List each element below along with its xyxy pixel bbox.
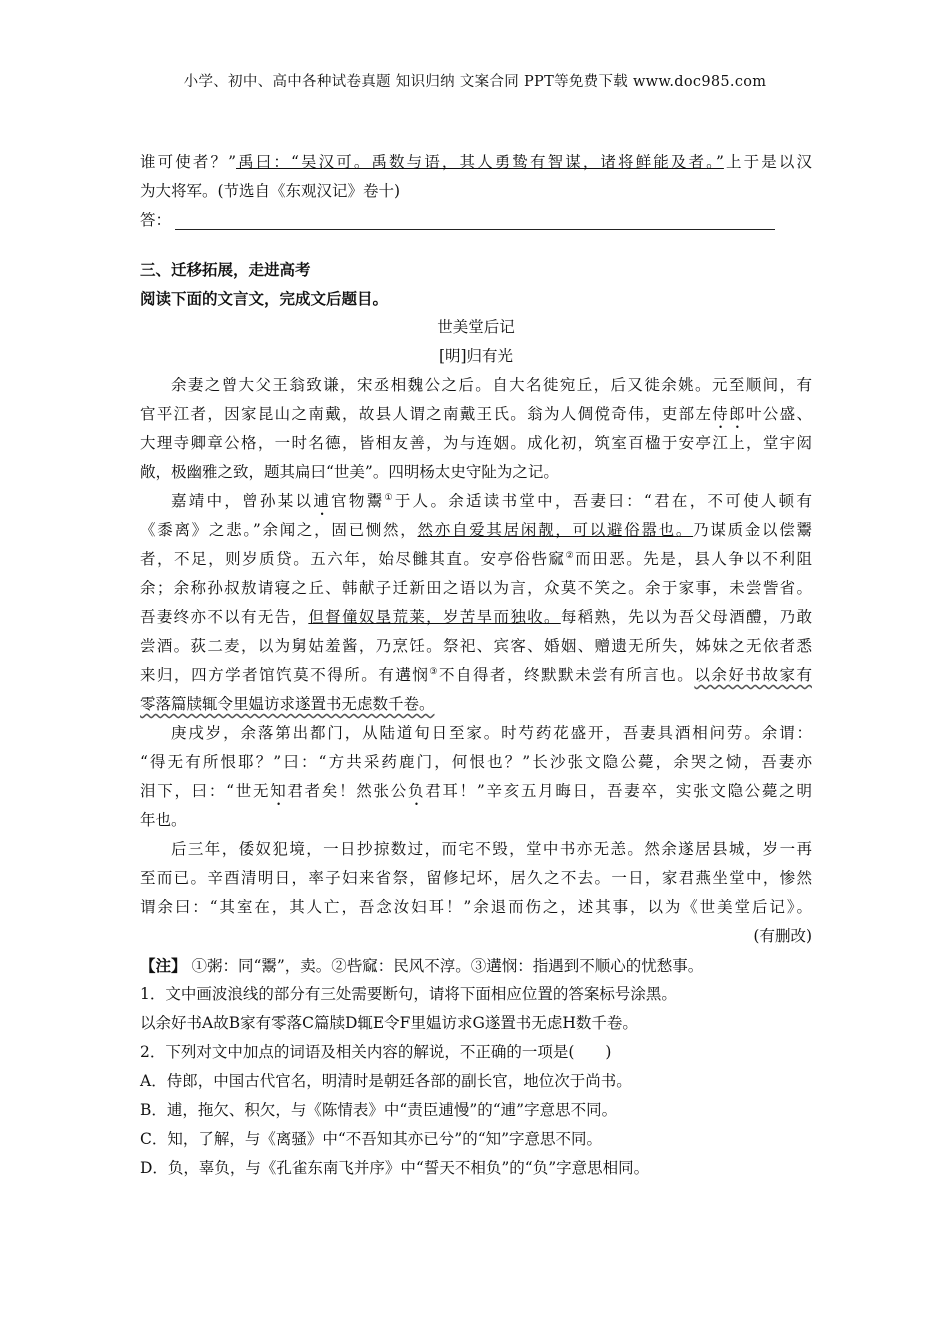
passage-line: 尝酒。荻二麦，以为舅姑羞酱，乃烹饪。祭祀、宾客、婚姻、赠遗无所失，姊妹之无依者悉 [140, 637, 812, 655]
section-instruction: 阅读下面的文言文，完成文后题目。 [140, 289, 389, 308]
text-run: 于人。余适读书堂中，吾妻曰：“君在，不可使人顿有 [394, 492, 812, 510]
notes-text: ①粥：同“鬻”，卖。②呰窳：民风不淳。③遘悯：指遇到不顺心的忧愁事。 [191, 957, 704, 975]
text-run: 来归，四方学者馆饩莫不得所。有遘悯 [140, 666, 430, 684]
answer-label: 答： [140, 211, 172, 229]
edited-note: (有删改) [753, 927, 812, 945]
dotted-word-zhi: 知 [270, 782, 288, 800]
footnote-marker: ① [384, 492, 395, 503]
question-2-stem: 2．下列对文中加点的词语及相关内容的解说，不正确的一项是( ) [140, 1043, 612, 1061]
text-run: 嘉靖中，曾孙某以 [171, 492, 314, 510]
question-1-stem: 1．文中画波浪线的部分有三处需要断句，请将下面相应位置的答案标号涂黑。 [140, 985, 677, 1003]
text-run: 泪下，曰：“世无 [140, 782, 271, 800]
text-run: 君耳！”辛亥五月晦日，吾妻卒，实张文隐公薨之明 [425, 782, 812, 800]
passage-line [140, 661, 812, 690]
text-run: 而田恶。先是，县人争以不利阻 [575, 550, 812, 568]
carry-text-a: 谁可使者？” [140, 153, 236, 171]
passage-line: 余；余称孙叔敖请寝之丘、韩献子迁新田之语以为言，众莫不笑之。余于家事，未尝訾省。 [140, 579, 812, 597]
passage-line [140, 487, 812, 516]
passage-line [140, 545, 812, 574]
passage-line: 谓余曰：“其室在，其人亡，吾念汝妇耳！”余退而伤之，述其事，以为《世美堂后记》。 [140, 898, 812, 916]
text-run: 吾妻终亦不以有无告， [140, 608, 309, 626]
text-run: 乃谋质金以偿鬻 [693, 521, 812, 539]
text-run: 《黍离》之悲。”余闻之，固已恻然， [140, 521, 418, 539]
footnote-marker: ③ [429, 666, 439, 677]
option-c[interactable]: C．知，了解，与《离骚》中“不吾知其亦已兮”的“知”字意思不同。 [140, 1130, 603, 1148]
wavy-underline-text: 以余好书故家有 [694, 666, 812, 684]
footnote-marker: ② [565, 550, 576, 561]
option-d[interactable]: D．负，辜负，与《孔雀东南飞并序》中“誓天不相负”的“负”字意思相同。 [140, 1159, 650, 1177]
text-run: 官平江者，因家昆山之南戴，故县人谓之南戴王氏。翁为人倜傥奇伟，吏部左 [140, 405, 713, 423]
passage-line: 敞，极幽雅之致，题其扁曰“世美”。四明杨太史守阯为之记。 [140, 463, 559, 481]
text-run: 不自得者，终默默未尝有所言也。 [438, 666, 695, 684]
notes-line [140, 951, 812, 980]
passage-line: 庚戌岁，余落第出都门，从陆道旬日至家。时芍药花盛开，吾妻具酒相问劳。余谓： [171, 724, 812, 742]
text-run: 每稻熟，先以为吾父母酒醴，乃敢 [560, 608, 812, 626]
text-run: 者，不足，则岁质贷。五六年，始尽雠其直。安亭俗呰窳 [140, 550, 566, 568]
answer-blank[interactable] [175, 213, 775, 230]
dotted-word-shilang: 侍郎 [712, 405, 746, 423]
section-heading: 三、迁移拓展，走进高考 [140, 260, 311, 279]
document-body [140, 148, 812, 1183]
dotted-word-bu: 逋 [313, 492, 332, 510]
passage-author: [明]归有光 [438, 347, 514, 365]
text-run: 君者矣！然张公 [287, 782, 408, 800]
option-a[interactable]: A．侍郎，中国古代官名，明清时是朝廷各部的副长官，地位次于尚书。 [140, 1072, 632, 1090]
passage-line [140, 400, 812, 429]
passage-line [140, 603, 812, 632]
passage-line: 年也。 [140, 811, 187, 829]
page-header: 小学、初中、高中各种试卷真题 知识归纳 文案合同 PPT等免费下载 www.doc985.com [183, 74, 767, 90]
text-run: 叶公盛、 [745, 405, 812, 423]
text-run: 官物鬻 [331, 492, 385, 510]
underlined-sentence: 但督僮奴垦荒莱，岁苦旱而独收。 [308, 608, 561, 626]
passage-line: 余妻之曾大父王翁致谦，宋丞相魏公之后。自大名徙宛丘，后又徙余姚。元至顺间，有 [171, 376, 812, 394]
underlined-sentence: 然亦自爱其居闲靓，可以避俗嚣也。 [417, 521, 694, 539]
notes-label: 【注】 [140, 956, 187, 975]
passage-line: 大理寺卿章公格，一时名德，皆相友善，为与连姻。成化初，筑室百楹于安亭江上，堂宇闳 [140, 434, 812, 452]
underlined-translation-sentence: 禹曰：“吴汉可。禹数与语，其人勇鸷有智谋，诸将鲜能及者。” [236, 153, 724, 171]
wavy-underline-text: 零落篇牍辄令里媪访求遂置书无虑数千卷。 [140, 695, 435, 713]
passage-line: “得无有所恨耶？”曰：“方共采药鹿门，何恨也？”长沙张文隐公薨，余哭之恸，吾妻亦 [140, 753, 812, 771]
passage-line [140, 690, 812, 719]
carry-over-line-2: 为大将军。(节选自《东观汉记》卷十) [140, 182, 401, 200]
carry-over-line-1 [140, 148, 812, 177]
answer-line [140, 206, 812, 235]
passage-line [140, 516, 812, 545]
passage-line: 至而已。辛酉清明日，率子妇来省祭，留修圮坏，居久之不去。一日，家君燕坐堂中，惨然 [140, 869, 812, 887]
passage-line: 后三年，倭奴犯境，一日抄掠数过，而宅不毁，堂中书亦无恙。然余遂居县城，岁一再 [171, 840, 812, 858]
passage-title: 世美堂后记 [437, 318, 515, 336]
dotted-word-fu: 负 [407, 782, 426, 800]
carry-text-c: 上于是以汉 [723, 153, 812, 171]
option-b[interactable]: B．逋，拖欠、积欠，与《陈情表》中“责臣逋慢”的“逋”字意思不同。 [140, 1101, 618, 1119]
question-1-sentence: 以余好书A故B家有零落C篇牍D辄E令F里媪访求G遂置书无虑H数千卷。 [140, 1014, 638, 1032]
passage-line [140, 777, 812, 806]
